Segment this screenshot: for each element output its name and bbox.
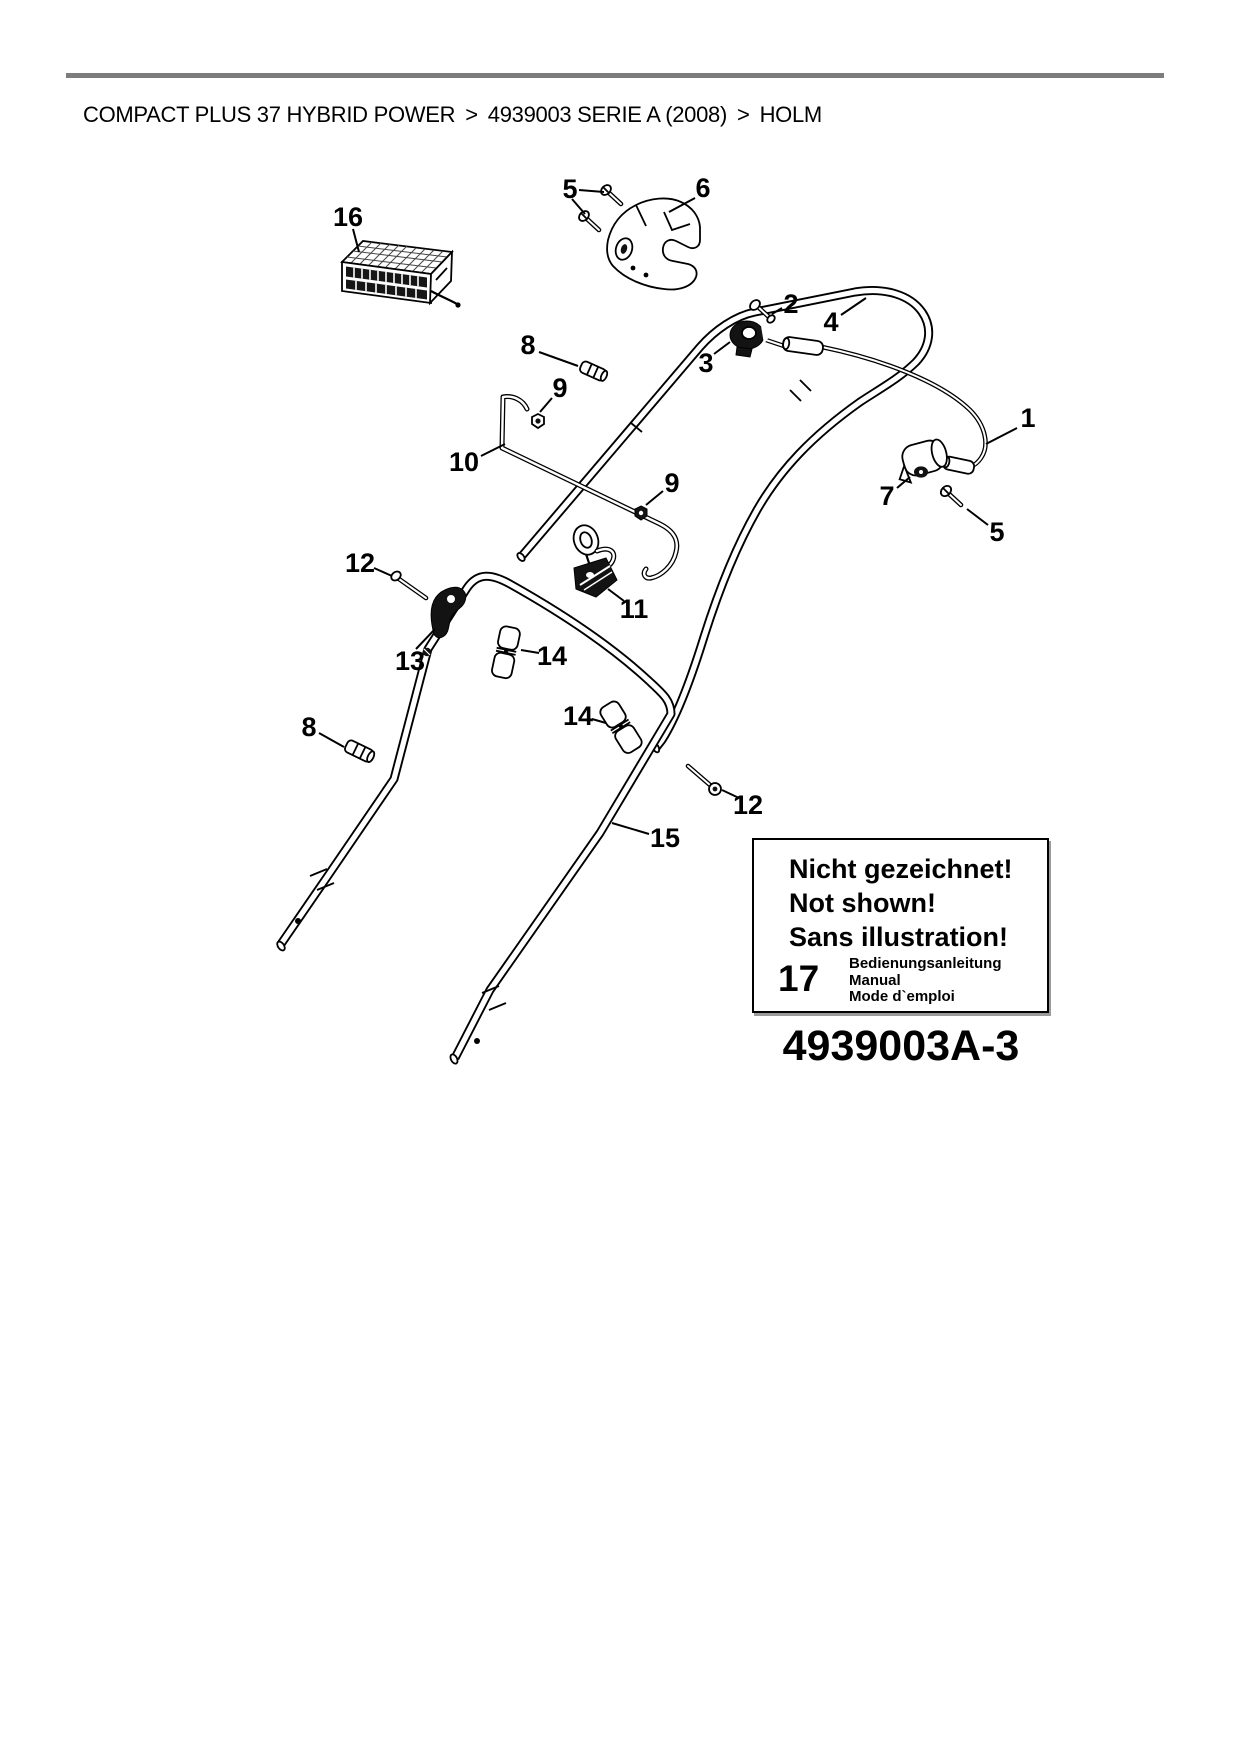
part-label-leader (374, 568, 392, 576)
part-number-text[interactable]: 5 (562, 174, 578, 204)
screw-part5-top-b (577, 209, 599, 230)
part-label-leader (986, 428, 1017, 444)
screw-part5-right (939, 484, 961, 505)
part-label-11[interactable] (608, 589, 648, 624)
part-number-text[interactable]: 10 (448, 447, 480, 477)
charger-part16 (342, 241, 461, 308)
part-label-leader (540, 398, 552, 412)
part-number-text[interactable]: 12 (344, 548, 376, 578)
part-label-7[interactable] (879, 477, 910, 511)
part-number-text[interactable]: 4 (823, 307, 839, 337)
part-label-8[interactable] (301, 712, 344, 747)
part-label-1[interactable] (986, 403, 1036, 444)
breadcrumb-item[interactable]: COMPACT PLUS 37 HYBRID POWER (83, 102, 456, 127)
not-shown-line-de: Nicht gezeichnet! (789, 854, 1013, 884)
breadcrumb-separator: > (465, 102, 478, 127)
part-label-leader (646, 491, 663, 505)
part-label-leader (579, 190, 604, 192)
part-label-12[interactable] (345, 548, 392, 578)
part-label-leader (967, 509, 988, 525)
part-number-text[interactable]: 7 (879, 481, 895, 511)
clamp-part14-upper (491, 625, 521, 679)
not-shown-item-number: 17 (778, 958, 820, 999)
screw-part12-lower (688, 766, 721, 795)
part-label-14[interactable] (563, 701, 606, 731)
part-number-text[interactable]: 9 (664, 468, 680, 498)
bracket-part11 (570, 522, 617, 597)
part-number-text[interactable]: 8 (520, 330, 536, 360)
part-label-8[interactable] (520, 330, 578, 366)
part-label-5[interactable] (967, 509, 1005, 547)
part-label-10[interactable] (449, 444, 505, 477)
part-label-4[interactable] (823, 298, 866, 337)
lever-part13 (431, 587, 466, 637)
nut-part9-upper (532, 414, 544, 428)
part-number-text[interactable]: 15 (649, 823, 681, 853)
drawing-code: 4939003A-3 (782, 1022, 1020, 1070)
cable-clamp-part3 (730, 320, 774, 357)
breadcrumb-item[interactable]: HOLM (759, 102, 822, 127)
not-shown-box (752, 838, 1049, 1013)
part-number-text[interactable]: 8 (301, 712, 317, 742)
screw-part12-upper (389, 570, 426, 598)
part-number-text[interactable]: 12 (732, 790, 764, 820)
spacer-part8-upper (579, 360, 609, 382)
breadcrumb-separator: > (737, 102, 750, 127)
part-number-text[interactable]: 3 (698, 348, 714, 378)
part-number-text[interactable]: 16 (332, 202, 364, 232)
part-number-text[interactable]: 13 (394, 646, 426, 676)
breadcrumb-item[interactable]: 4939003 SERIE A (2008) (487, 102, 728, 127)
part-number-text[interactable]: 2 (783, 289, 799, 319)
manual-label-de: Bedienungsanleitung (849, 955, 1002, 972)
part-label-leader (841, 298, 866, 315)
not-shown-line-fr: Sans illustration! (789, 922, 1009, 952)
clamp-part14-lower (598, 699, 644, 755)
spacer-part8-lower (344, 739, 376, 764)
cable-clamp-part7 (892, 437, 952, 485)
part-label-12[interactable] (722, 790, 763, 820)
part-number-text[interactable]: 9 (552, 373, 568, 403)
part-label-3[interactable] (698, 342, 730, 378)
screw-part5-top-a (599, 183, 621, 204)
part-label-leader (319, 733, 344, 747)
part-label-9[interactable] (540, 373, 568, 412)
part-label-leader (612, 823, 649, 834)
part-number-text[interactable]: 5 (989, 517, 1005, 547)
part-label-9[interactable] (646, 468, 680, 505)
lower-handlebar-part15 (276, 576, 671, 1065)
switch-housing-part6 (607, 198, 700, 289)
not-shown-line-en: Not shown! (789, 888, 936, 918)
part-number-text[interactable]: 14 (562, 701, 594, 731)
part-label-14[interactable] (521, 641, 567, 671)
part-number-text[interactable]: 11 (619, 594, 649, 624)
part-label-15[interactable] (612, 823, 680, 853)
part-number-text[interactable]: 14 (536, 641, 568, 671)
part-label-5[interactable] (562, 174, 604, 214)
part-number-text[interactable]: 1 (1020, 403, 1036, 433)
manual-label-en: Manual (849, 971, 901, 989)
part-label-leader (714, 342, 730, 354)
part-number-text[interactable]: 6 (695, 173, 711, 203)
part-label-leader (539, 352, 578, 366)
manual-label-fr: Mode d`emploi (849, 988, 955, 1005)
